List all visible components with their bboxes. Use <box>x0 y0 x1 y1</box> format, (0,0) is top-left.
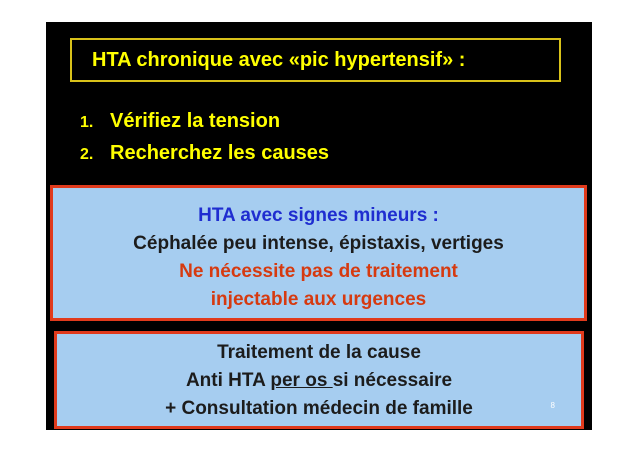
slide-title-text: HTA chronique avec «pic hypertensif» : <box>92 48 466 71</box>
list-item <box>80 110 329 142</box>
minor-signs-heading: HTA avec signes mineurs : <box>198 205 439 226</box>
page-number: 8 <box>550 401 555 410</box>
list-item-text: Vérifiez la tension <box>110 110 281 132</box>
treatment-note-line1: Ne nécessite pas de traitement <box>179 261 458 282</box>
anti-hta-suffix: si nécessaire <box>332 370 453 391</box>
list-item-number: 2. <box>80 146 94 163</box>
consultation-text: + Consultation médecin de famille <box>165 398 473 419</box>
list-item <box>80 142 329 174</box>
per-os-text: per os <box>270 370 333 391</box>
anti-hta-prefix: Anti HTA <box>185 370 271 391</box>
slide-title <box>70 38 561 82</box>
steps-list <box>80 110 329 174</box>
list-item-number: 1. <box>80 114 94 131</box>
slide <box>46 22 592 430</box>
list-item-text: Recherchez les causes <box>110 142 330 164</box>
anti-hta-line <box>57 367 581 395</box>
treatment-box <box>54 331 584 429</box>
treatment-cause-text: Traitement de la cause <box>217 342 421 363</box>
minor-signs-box <box>50 185 587 321</box>
treatment-note-line2: injectable aux urgences <box>210 289 427 310</box>
symptoms-text: Céphalée peu intense, épistaxis, vertiges <box>133 233 504 254</box>
